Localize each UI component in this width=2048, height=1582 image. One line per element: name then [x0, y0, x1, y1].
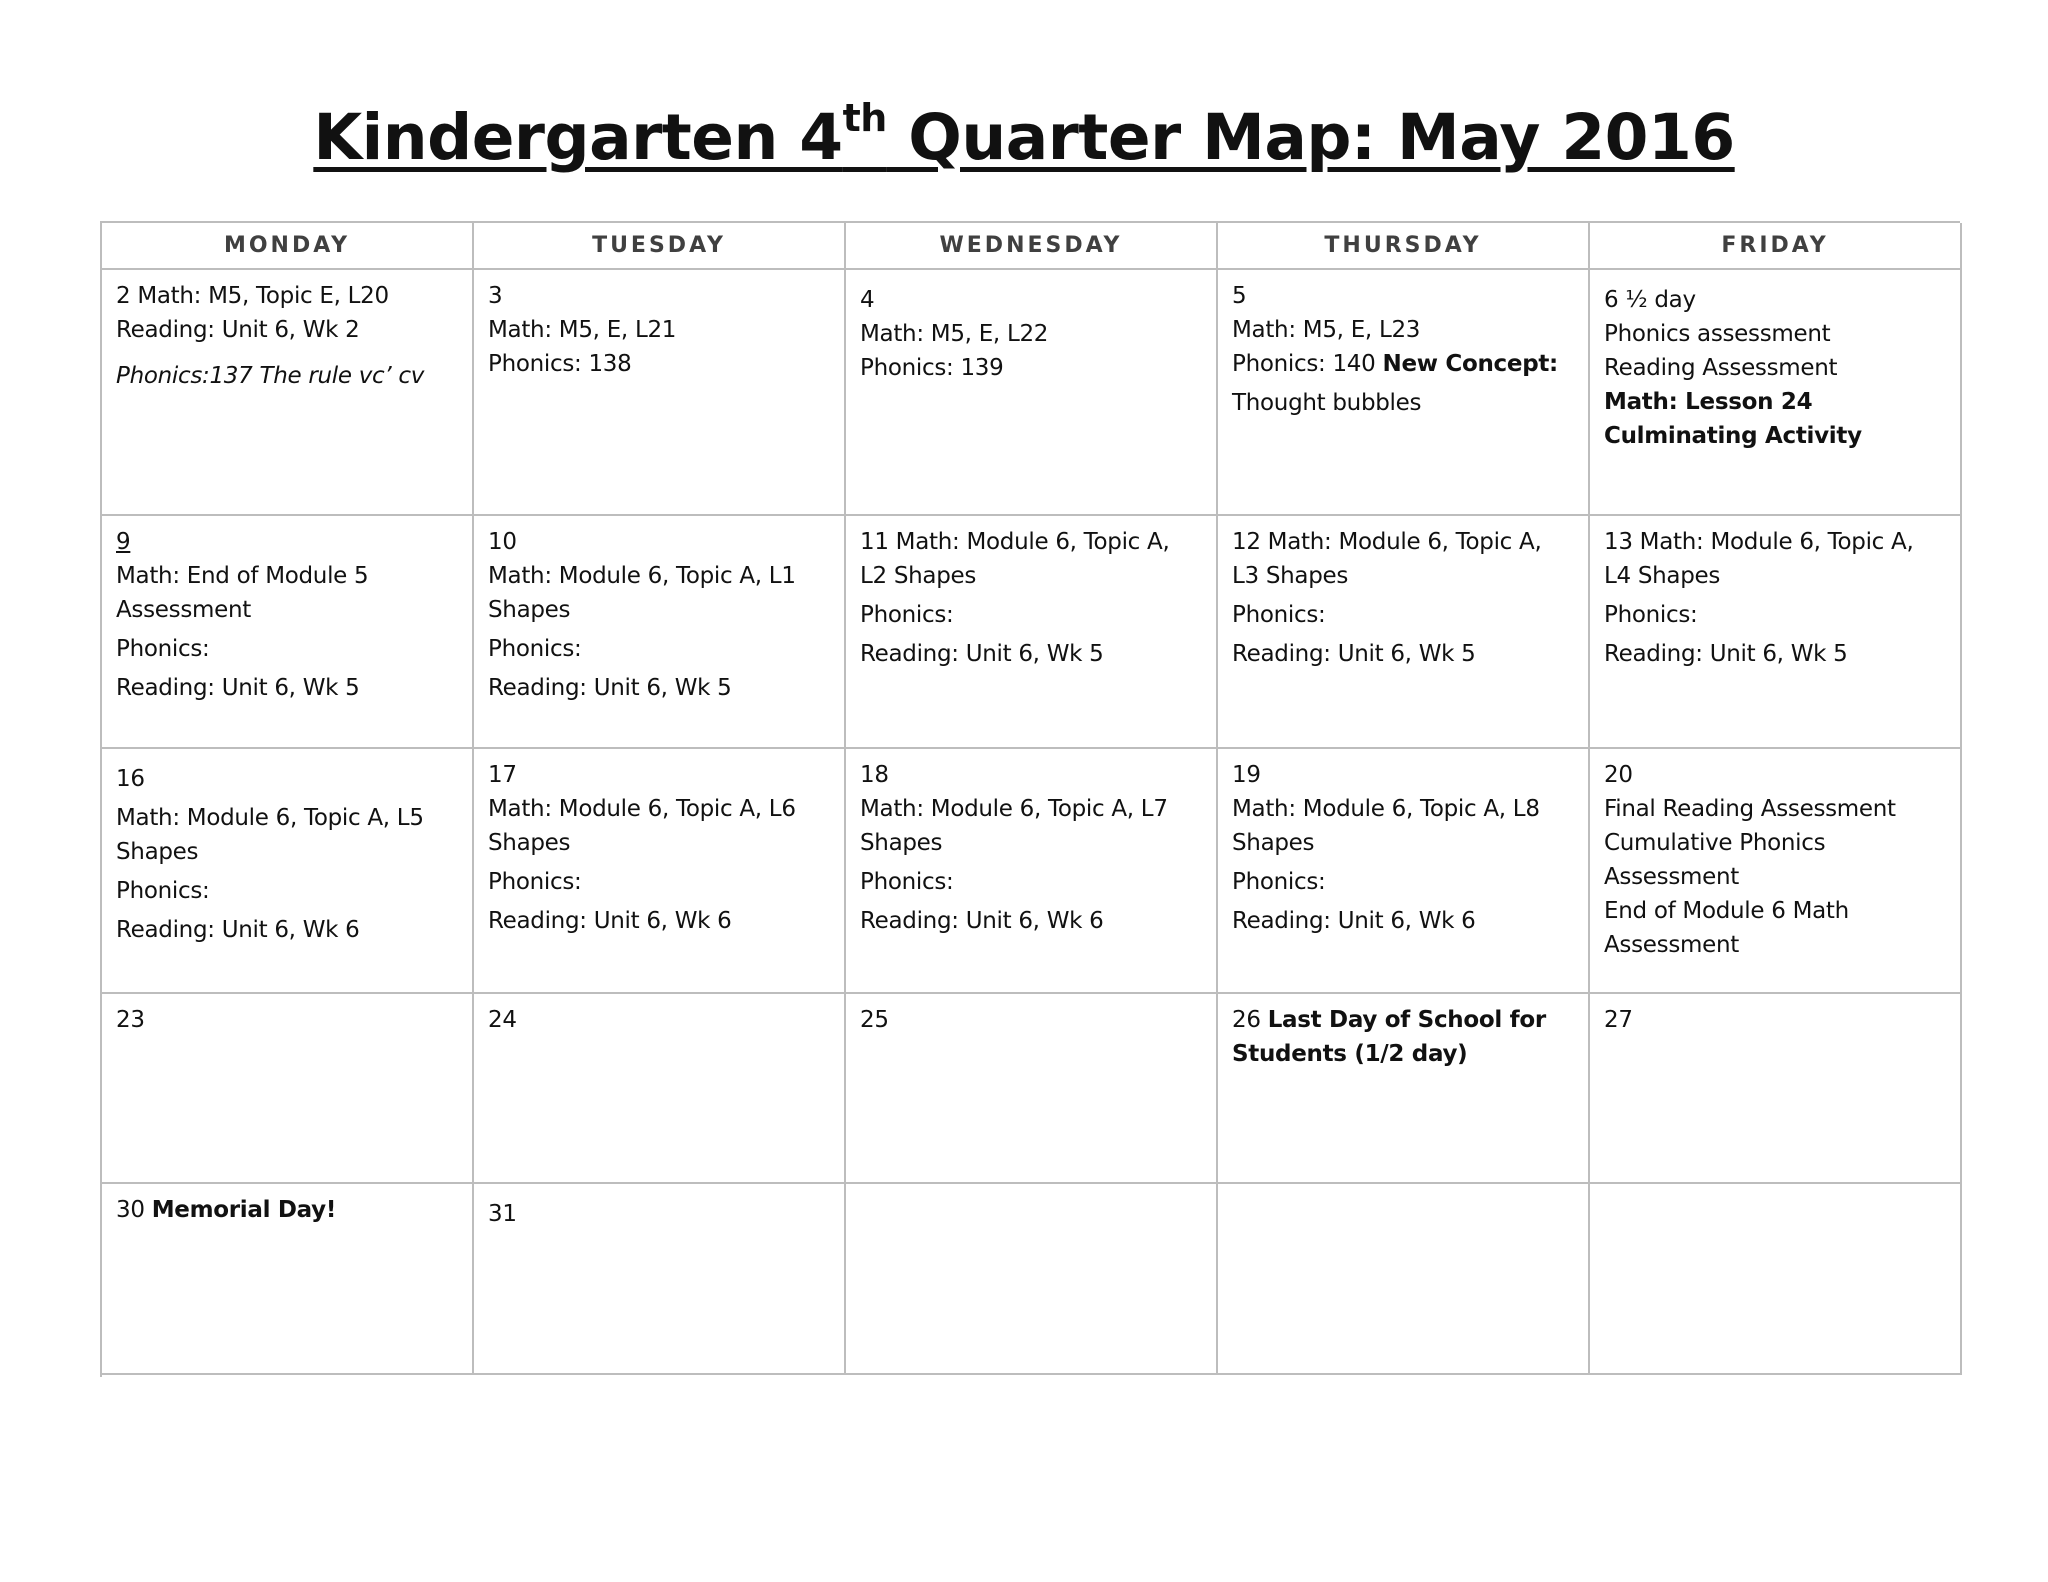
calendar-table [100, 221, 1960, 1377]
cell-line: Reading: Unit 6, Wk 2 [116, 317, 360, 343]
cell-line: Phonics: [488, 636, 582, 662]
cell-line: Phonics: [860, 602, 954, 628]
day-cell-16 [102, 749, 474, 994]
day-cell-4 [846, 270, 1218, 516]
cell-line: Reading: Unit 6, Wk 6 [860, 908, 1104, 934]
header-wednesday: WEDNESDAY [846, 223, 1218, 270]
cell-line: 9 [116, 529, 131, 555]
empty-cell [846, 1184, 1218, 1375]
cell-line: 6 ½ day [1604, 287, 1696, 313]
cell-line: Math: M5, E, L23 [1232, 317, 1421, 343]
day-cell-11 [846, 516, 1218, 749]
cell-line: Cumulative Phonics [1604, 830, 1826, 856]
cell-line: Shapes [488, 597, 571, 623]
cell-line [1232, 1003, 1574, 1037]
cell-line: 2 Math: M5, Topic E, L20 [116, 283, 389, 309]
day-cell-10 [474, 516, 846, 749]
day-cell-12 [1218, 516, 1590, 749]
cell-line: Math: Module 6, Topic A, L5 [116, 805, 424, 831]
title-rest: Quarter Map: May 2016 [886, 101, 1735, 174]
cell-line: Phonics: 139 [860, 355, 1004, 381]
cell-line: Phonics: [1232, 869, 1326, 895]
title-main: Kindergarten 4 [313, 101, 843, 174]
cell-line: 5 [1232, 283, 1247, 309]
cell-line: Reading Assessment [1604, 355, 1838, 381]
cell-line: Math: Module 6, Topic A, L7 [860, 796, 1168, 822]
cell-line [1232, 347, 1574, 381]
cell-line: Shapes [860, 830, 943, 856]
day-cell-17 [474, 749, 846, 994]
cell-line: L4 Shapes [1604, 563, 1721, 589]
cell-line: Phonics assessment [1604, 321, 1831, 347]
cell-line: Math: M5, E, L22 [860, 321, 1049, 347]
cell-line: Phonics: [116, 878, 210, 904]
cell-line: 25 [860, 1007, 889, 1033]
cell-line: 20 [1604, 762, 1633, 788]
cell-line: Reading: Unit 6, Wk 5 [116, 675, 360, 701]
cell-line: Math: Module 6, Topic A, L6 [488, 796, 796, 822]
cell-line: L3 Shapes [1232, 563, 1349, 589]
cell-text-bold: Memorial Day! [151, 1197, 337, 1223]
day-cell-23 [102, 994, 474, 1184]
day-cell-13 [1590, 516, 1962, 749]
day-cell-30 [102, 1184, 474, 1375]
cell-line: Shapes [488, 830, 571, 856]
day-cell-2 [102, 270, 474, 516]
cell-line: Reading: Unit 6, Wk 6 [488, 908, 732, 934]
day-cell-6 [1590, 270, 1962, 516]
cell-line: Math: Module 6, Topic A, L1 [488, 563, 796, 589]
header-tuesday: TUESDAY [474, 223, 846, 270]
day-cell-27 [1590, 994, 1962, 1184]
cell-line: Phonics: [488, 869, 582, 895]
cell-line: Students (1/2 day) [1232, 1041, 1468, 1067]
day-cell-20 [1590, 749, 1962, 994]
cell-line: 11 Math: Module 6, Topic A, [860, 529, 1170, 555]
cell-line: Reading: Unit 6, Wk 5 [1232, 641, 1476, 667]
cell-line: Phonics: [116, 636, 210, 662]
cell-text-bold: Last Day of School for [1267, 1007, 1546, 1033]
day-cell-25 [846, 994, 1218, 1184]
cell-line: Shapes [1232, 830, 1315, 856]
cell-line: Reading: Unit 6, Wk 6 [116, 917, 360, 943]
cell-line: Assessment [1604, 932, 1739, 958]
day-cell-5 [1218, 270, 1590, 516]
day-cell-31 [474, 1184, 846, 1375]
cell-line: 27 [1604, 1007, 1633, 1033]
cell-line: Math: M5, E, L21 [488, 317, 677, 343]
cell-line: 3 [488, 283, 503, 309]
cell-line: Math: Module 6, Topic A, L8 [1232, 796, 1540, 822]
day-cell-24 [474, 994, 846, 1184]
cell-text: 26 [1232, 1007, 1268, 1033]
cell-line: Phonics: 138 [488, 351, 632, 377]
cell-line: 13 Math: Module 6, Topic A, [1604, 529, 1914, 555]
cell-line: Math: Lesson 24 [1604, 389, 1813, 415]
header-thursday: THURSDAY [1218, 223, 1590, 270]
cell-line: 24 [488, 1007, 517, 1033]
cell-line: 19 [1232, 762, 1261, 788]
cell-line: 31 [488, 1201, 517, 1227]
empty-cell [1218, 1184, 1590, 1375]
cell-line: Reading: Unit 6, Wk 5 [488, 675, 732, 701]
cell-line: 16 [116, 766, 145, 792]
day-cell-9 [102, 516, 474, 749]
empty-cell [1590, 1184, 1962, 1375]
cell-line: L2 Shapes [860, 563, 977, 589]
cell-text: 30 [116, 1197, 152, 1223]
cell-line: Assessment [1604, 864, 1739, 890]
cell-line: 23 [116, 1007, 145, 1033]
cell-text: Phonics: 140 [1232, 351, 1383, 377]
header-monday: MONDAY [102, 223, 474, 270]
cell-line [116, 1193, 458, 1227]
cell-line: Reading: Unit 6, Wk 5 [1604, 641, 1848, 667]
day-cell-26 [1218, 994, 1590, 1184]
day-cell-18 [846, 749, 1218, 994]
cell-line: Phonics: [1232, 602, 1326, 628]
cell-line: Reading: Unit 6, Wk 6 [1232, 908, 1476, 934]
cell-line: 10 [488, 529, 517, 555]
day-cell-19 [1218, 749, 1590, 994]
cell-text-bold: New Concept: [1382, 351, 1558, 377]
cell-line: Phonics:137 The rule vc’ cv [116, 363, 425, 389]
cell-line: Assessment [116, 597, 251, 623]
cell-line: Final Reading Assessment [1604, 796, 1896, 822]
cell-line: 18 [860, 762, 889, 788]
cell-line: Shapes [116, 839, 199, 865]
cell-line: Thought bubbles [1232, 390, 1422, 416]
cell-line: Phonics: [860, 869, 954, 895]
cell-line: Math: End of Module 5 [116, 563, 369, 589]
day-cell-3 [474, 270, 846, 516]
cell-line: 4 [860, 287, 875, 313]
page-title [0, 98, 2048, 178]
cell-line: Culminating Activity [1604, 423, 1862, 449]
header-friday: FRIDAY [1590, 223, 1962, 270]
cell-line: Phonics: [1604, 602, 1698, 628]
cell-line: End of Module 6 Math [1604, 898, 1849, 924]
cell-line: Reading: Unit 6, Wk 5 [860, 641, 1104, 667]
cell-line: 17 [488, 762, 517, 788]
title-superscript: th [842, 96, 887, 140]
title-text [313, 96, 1735, 174]
cell-line: 12 Math: Module 6, Topic A, [1232, 529, 1542, 555]
